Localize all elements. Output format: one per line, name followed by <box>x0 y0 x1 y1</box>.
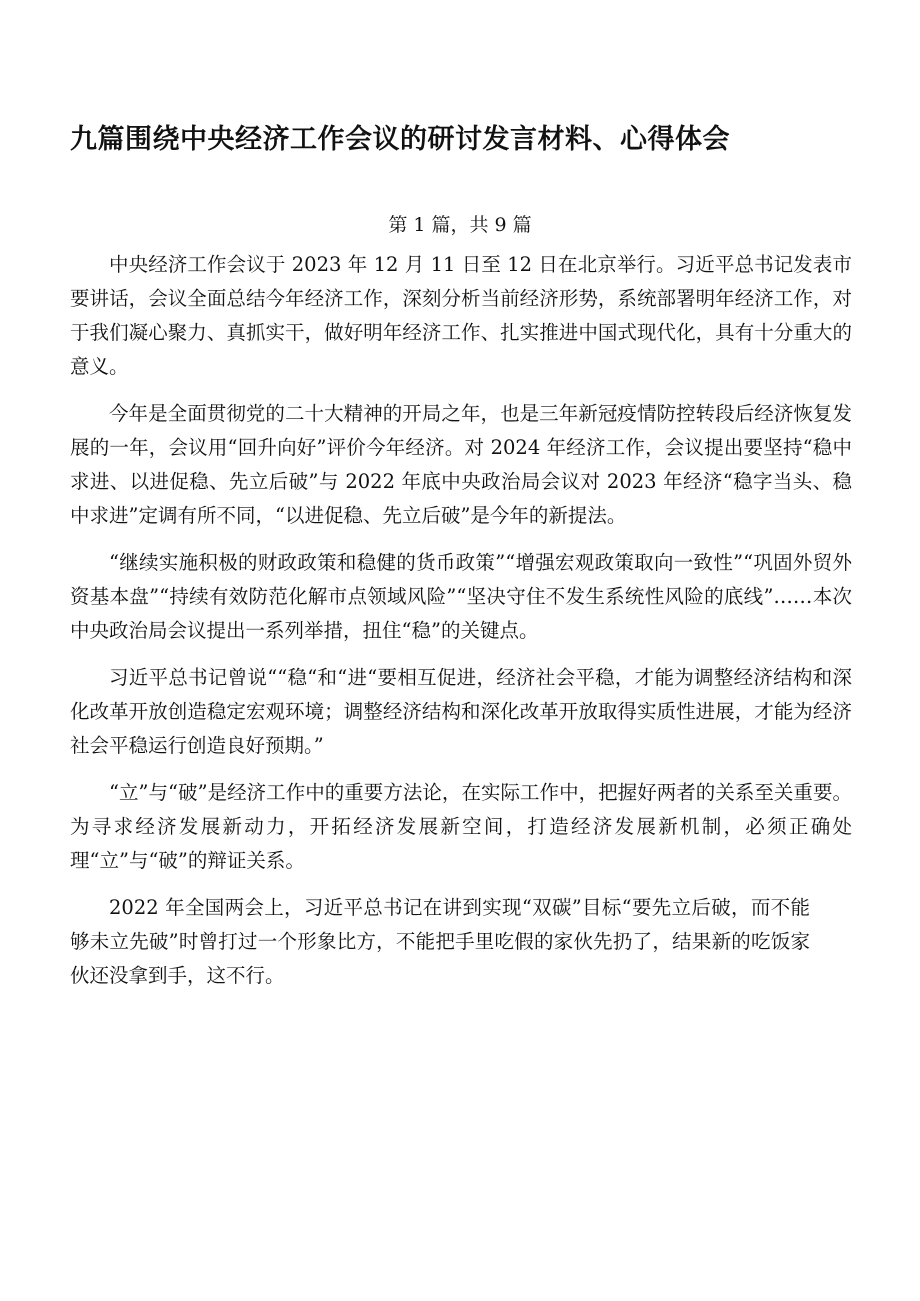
paragraph-5: “立”与“破”是经济工作中的重要方法论，在实际工作中，把握好两者的关系至关重要。为寻求经济发展新动力，开拓经济发展新空间，打造经济发展新机制，必须正确处理“立”与“破”的辩证关系。 <box>70 781 852 872</box>
paragraph-4: 习近平总书记曾说““稳“和“进“要相互促进，经济社会平稳，才能为调整经济结构和深化改革开放创造稳定宏观环境；调整经济结构和深化改革开放取得实质性进展，才能为经济社会平稳运行创造良好预期。” <box>70 666 852 757</box>
document-title: 九篇围绕中央经济工作会议的研讨发言材料、心得体会 <box>70 124 730 155</box>
section-heading: 第 1 篇，共 9 篇 <box>388 214 532 236</box>
paragraph-3: “继续实施积极的财政政策和稳健的货币政策”“增强宏观政策取向一致性”“巩固外贸外资基本盘”“持续有效防范化解市点领域风险”“坚决守住不发生系统性风险的底线”……本次中央政治局会议提出一系列举措，扭住“稳”的关键点。 <box>70 551 852 642</box>
paragraph-1: 中央经济工作会议于 2023 年 12 月 11 日至 12 日在北京举行。习近平总书记发表市要讲话，会议全面总结今年经济工作，深刻分析当前经济形势，系统部署明年经济工作，对于我们凝心聚力、真抓实干，做好明年经济工作、扎实推进中国式现代化，具有十分重大的意义。 <box>70 253 852 378</box>
paragraph-2: 今年是全面贯彻党的二十大精神的开局之年，也是三年新冠疫情防控转段后经济恢复发展的一年，会议用“回升向好”评价今年经济。对 2024 年经济工作，会议提出要坚持“稳中求进、以进促稳、先立后破”与 2022 年底中央政治局会议对 2023 年经济“稳字当头、稳中求进”定调有所不同，“以进促稳、先立后破”是今年的新提法。 <box>70 402 852 527</box>
document-body <box>70 248 852 1006</box>
paragraph-6: 2022 年全国两会上，习近平总书记在讲到实现“双碳”目标“要先立后破，而不能够未立先破”时曾打过一个形象比方，不能把手里吃假的家伙先扔了，结果新的吃饭家伙还没拿到手，这不行。 <box>70 896 810 987</box>
